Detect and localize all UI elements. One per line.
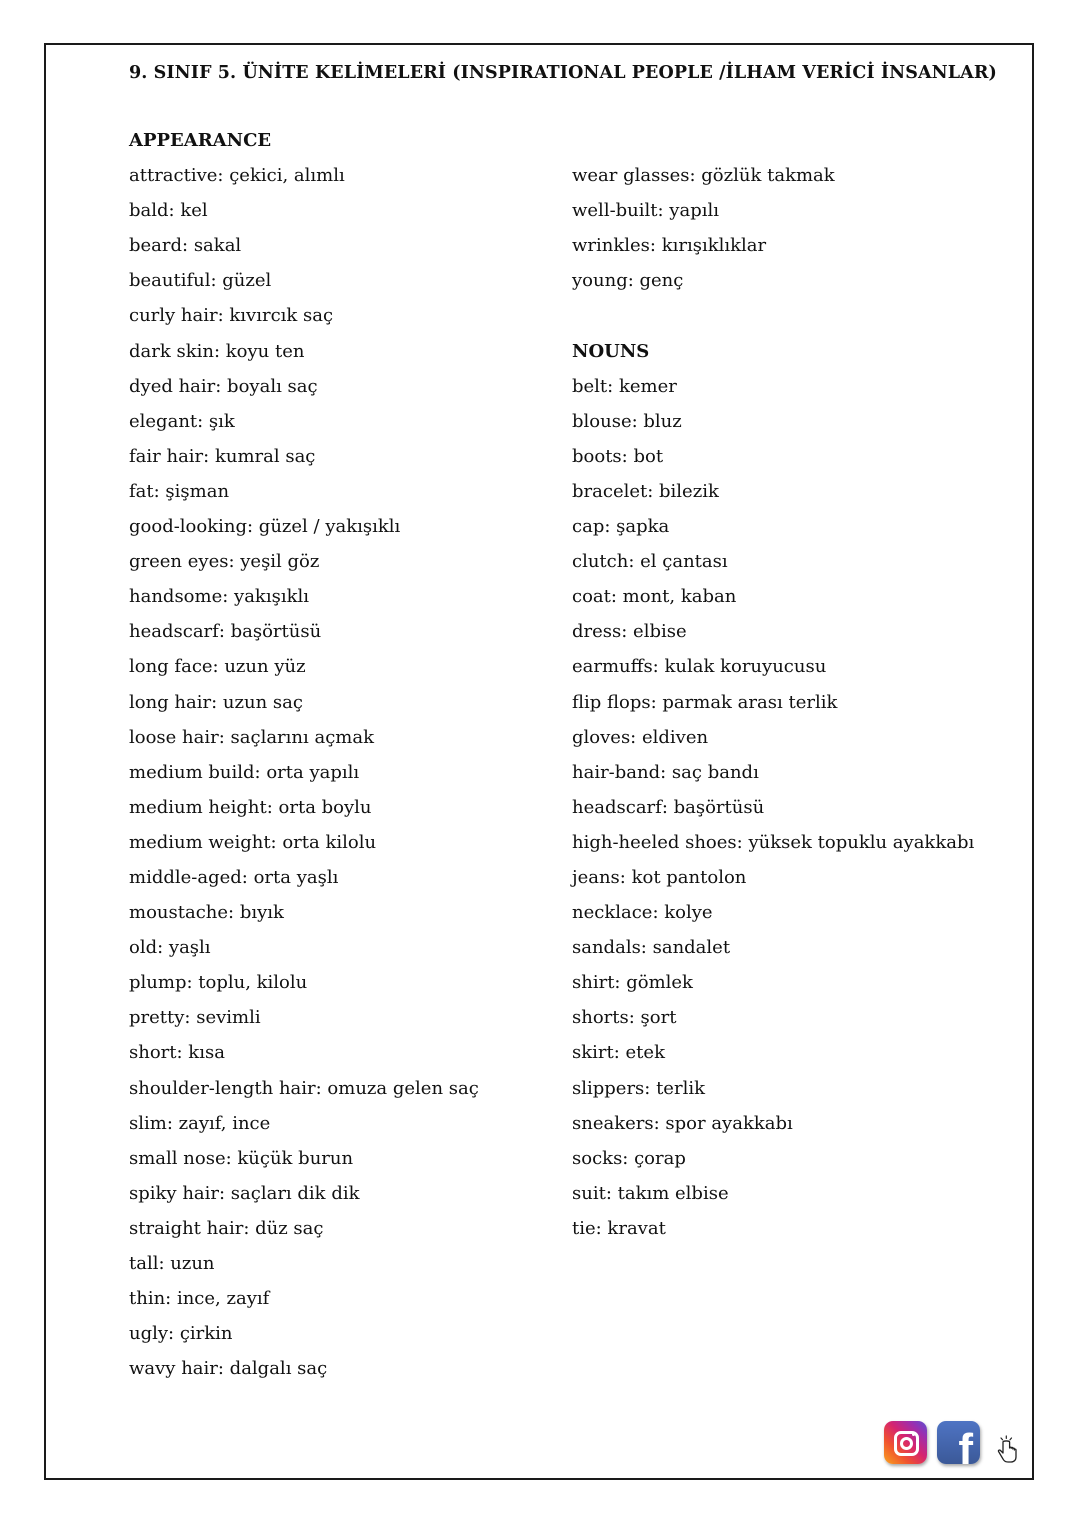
vocab-item: jeans: kot pantolon — [572, 866, 747, 888]
vocab-item: blouse: bluz — [572, 410, 682, 432]
vocab-item: medium height: orta boylu — [129, 796, 372, 818]
vocab-item: young: genç — [572, 270, 684, 292]
social-links — [884, 1420, 1020, 1464]
appearance-column — [129, 123, 569, 1386]
vocab-item: small nose: küçük burun — [129, 1147, 354, 1169]
vocab-item: shoulder-length hair: omuza gelen saç — [129, 1077, 479, 1099]
vocab-item: gloves: eldiven — [572, 726, 709, 748]
vocab-item: good-looking: güzel / yakışıklı — [129, 516, 401, 538]
vocab-item: wear glasses: gözlük takmak — [572, 165, 835, 187]
nouns-column — [572, 123, 992, 1246]
vocab-item: long face: uzun yüz — [129, 656, 306, 678]
vocab-item: dark skin: koyu ten — [129, 340, 305, 362]
vocab-item: thin: ince, zayıf — [129, 1288, 270, 1310]
vocab-item: ugly: çirkin — [129, 1323, 233, 1345]
spacer-row — [572, 298, 992, 333]
vocab-item: skirt: etek — [572, 1042, 665, 1064]
pointer-hand-icon — [994, 1434, 1020, 1464]
vocab-item: wavy hair: dalgalı saç — [129, 1358, 328, 1380]
vocab-item: long hair: uzun saç — [129, 691, 303, 713]
vocab-item: handsome: yakışıklı — [129, 586, 309, 608]
vocab-item: suit: takım elbise — [572, 1182, 729, 1204]
nouns-heading: NOUNS — [572, 340, 650, 362]
vocab-item: sneakers: spor ayakkabı — [572, 1112, 793, 1134]
vocab-item: slim: zayıf, ince — [129, 1112, 271, 1134]
facebook-icon[interactable]: f — [937, 1421, 980, 1464]
vocab-item: tie: kravat — [572, 1217, 666, 1239]
vocab-item: shirt: gömlek — [572, 972, 693, 994]
vocab-item: green eyes: yeşil göz — [129, 551, 320, 573]
vocab-item: flip flops: parmak arası terlik — [572, 691, 838, 713]
vocab-item: fat: şişman — [129, 480, 230, 502]
vocab-item: dyed hair: boyalı saç — [129, 375, 318, 397]
vocab-item: coat: mont, kaban — [572, 586, 737, 608]
vocab-item: headscarf: başörtüsü — [572, 796, 765, 818]
vocab-item: curly hair: kıvırcık saç — [129, 305, 334, 327]
vocab-item: moustache: bıyık — [129, 902, 284, 924]
vocab-item: hair-band: saç bandı — [572, 761, 759, 783]
vocab-item: medium weight: orta kilolu — [129, 831, 377, 853]
vocab-item: bracelet: bilezik — [572, 480, 719, 502]
vocab-item: sandals: sandalet — [572, 937, 731, 959]
vocab-item: beard: sakal — [129, 235, 242, 257]
vocab-item: bald: kel — [129, 200, 208, 222]
appearance-heading: APPEARANCE — [129, 130, 272, 151]
vocab-item: cap: şapka — [572, 516, 670, 538]
vocab-item: dress: elbise — [572, 621, 687, 643]
vocab-item: loose hair: saçlarını açmak — [129, 726, 375, 748]
vocab-item: middle-aged: orta yaşlı — [129, 866, 339, 888]
document-title: 9. SINIF 5. ÜNİTE KELİMELERİ (INSPIRATIONAL PEOPLE /İLHAM VERİCİ İNSANLAR) — [129, 63, 997, 83]
vocab-item: belt: kemer — [572, 375, 677, 397]
vocab-item: necklace: kolye — [572, 902, 713, 924]
vocab-item: well-built: yapılı — [572, 200, 719, 222]
vocab-item: earmuffs: kulak koruyucusu — [572, 656, 827, 678]
vocab-item: socks: çorap — [572, 1147, 686, 1169]
vocab-item: headscarf: başörtüsü — [129, 621, 322, 643]
spacer-row — [572, 123, 992, 158]
vocab-item: shorts: şort — [572, 1007, 677, 1029]
vocab-item: spiky hair: saçları dik dik — [129, 1182, 360, 1204]
vocab-item: beautiful: güzel — [129, 270, 272, 292]
vocab-item: boots: bot — [572, 445, 664, 467]
vocab-item: pretty: sevimli — [129, 1007, 261, 1029]
vocab-item: short: kısa — [129, 1042, 225, 1064]
vocab-item: medium build: orta yapılı — [129, 761, 360, 783]
vocab-item: slippers: terlik — [572, 1077, 705, 1099]
vocab-item: tall: uzun — [129, 1253, 215, 1274]
instagram-icon[interactable] — [884, 1421, 927, 1464]
vocab-item: clutch: el çantası — [572, 551, 728, 573]
vocab-item: straight hair: düz saç — [129, 1217, 324, 1239]
vocab-item: fair hair: kumral saç — [129, 445, 316, 467]
vocab-item: old: yaşlı — [129, 937, 211, 959]
vocab-item: high-heeled shoes: yüksek topuklu ayakkabı — [572, 831, 975, 853]
vocab-item: elegant: şık — [129, 410, 235, 432]
vocab-item: wrinkles: kırışıklıklar — [572, 235, 767, 257]
vocab-item: attractive: çekici, alımlı — [129, 165, 345, 187]
vocab-item: plump: toplu, kilolu — [129, 972, 308, 994]
